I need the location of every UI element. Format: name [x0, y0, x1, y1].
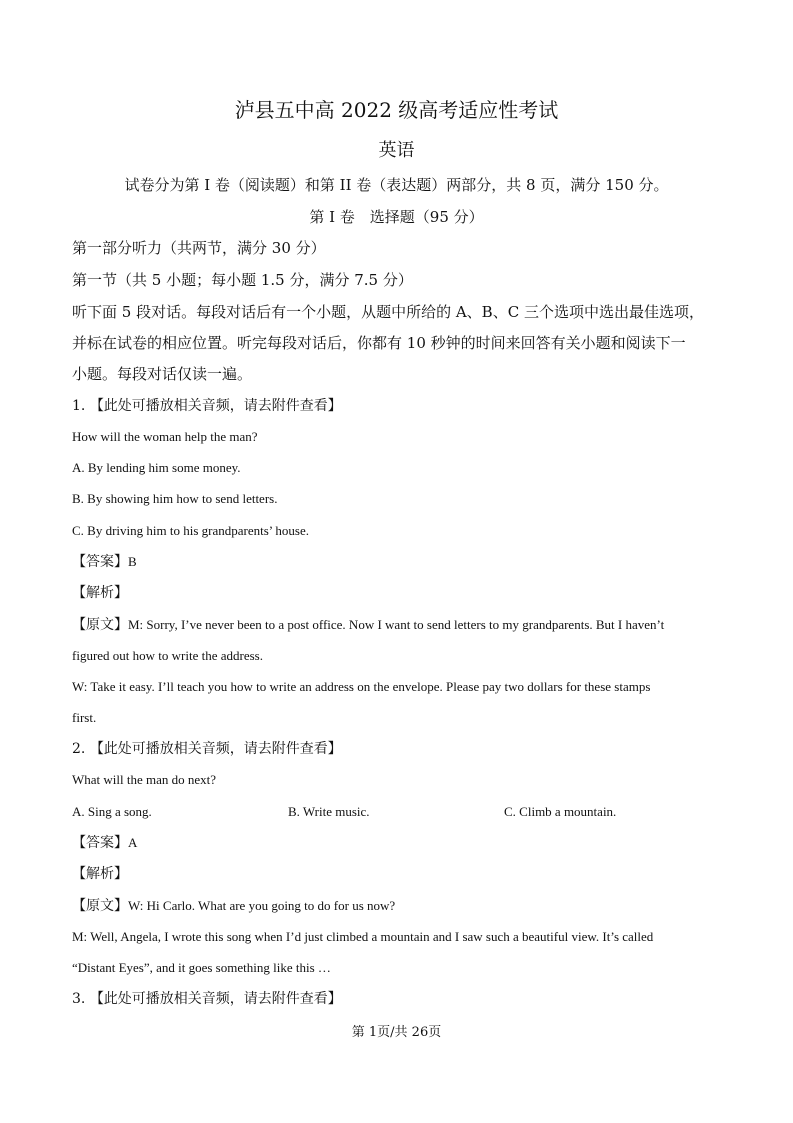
transcript-line: “Distant Eyes”, and it goes something like this …	[72, 960, 331, 975]
analysis-label: 【解析】	[72, 585, 128, 601]
question-number: 1.	[72, 398, 86, 414]
option-c: C. By driving him to his grandparents’ house.	[72, 523, 309, 538]
option-b: B. Write music.	[288, 804, 370, 819]
page-footer: 第 1页/共 26页	[351, 1025, 442, 1040]
transcript-line: first.	[72, 710, 97, 725]
transcript-text: M: Sorry, I’ve never been to a post office. Now I want to send letters to my grandparents. But I haven’t	[128, 617, 665, 632]
transcript-line	[72, 896, 395, 916]
option-a: A. Sing a song.	[72, 804, 152, 819]
original-label: 【原文】	[72, 898, 128, 914]
question-number: 3.	[72, 991, 86, 1007]
transcript-line: figured out how to write the address.	[72, 648, 263, 663]
exam-intro: 试卷分为第 I 卷（阅读题）和第 II 卷（表达题）两部分，共 8 页，满分 150 分。	[124, 176, 669, 194]
question-number: 2.	[72, 741, 86, 757]
question-3-header	[72, 989, 342, 1009]
answer-label: 【答案】	[72, 554, 128, 570]
answer-value: A	[128, 835, 138, 850]
transcript-line	[72, 615, 664, 635]
audio-link[interactable]: 【此处可播放相关音频，请去附件查看】	[89, 741, 342, 757]
transcript-line: W: Take it easy. I’ll teach you how to write an address on the envelope. Please pay two dollars for these stamps	[72, 679, 651, 694]
instructions-line: 小题。每段对话仅读一遍。	[72, 365, 253, 383]
instructions-line: 听下面 5 段对话。每段对话后有一个小题，从题中所给的 A、B、C 三个选项中选出最佳选项，	[72, 303, 704, 321]
answer-line	[72, 833, 137, 853]
answer-label: 【答案】	[72, 835, 128, 851]
transcript-line: M: Well, Angela, I wrote this song when I’d just climbed a mountain and I saw such a beautiful view. It’s called	[72, 929, 654, 944]
option-b: B. By showing him how to send letters.	[72, 491, 278, 506]
option-a: A. By lending him some money.	[72, 460, 241, 475]
audio-link[interactable]: 【此处可播放相关音频，请去附件查看】	[89, 991, 342, 1007]
options-row	[72, 803, 722, 821]
analysis-label: 【解析】	[72, 866, 128, 882]
original-label: 【原文】	[72, 617, 128, 633]
audio-link[interactable]: 【此处可播放相关音频，请去附件查看】	[89, 398, 342, 414]
part-title: 第一部分听力（共两节，满分 30 分）	[72, 239, 326, 257]
question-1-text: How will the woman help the man?	[72, 429, 258, 444]
transcript-text: W: Hi Carlo. What are you going to do for us now?	[128, 898, 396, 913]
answer-value: B	[128, 554, 137, 569]
question-1-header	[72, 396, 342, 416]
section-title: 第一节（共 5 小题；每小题 1.5 分，满分 7.5 分）	[72, 271, 413, 289]
volume-heading: 第 I 卷 选择题（95 分）	[309, 208, 484, 226]
question-2-text: What will the man do next?	[72, 772, 217, 787]
answer-line	[72, 552, 137, 572]
subject-title: 英语	[378, 140, 415, 161]
instructions-line: 并标在试卷的相应位置。听完每段对话后，你都有 10 秒钟的时间来回答有关小题和阅读下一	[72, 334, 686, 352]
question-2-header	[72, 739, 342, 759]
exam-title: 泸县五中高 2022 级高考适应性考试	[234, 98, 559, 122]
option-c: C. Climb a mountain.	[504, 804, 617, 819]
